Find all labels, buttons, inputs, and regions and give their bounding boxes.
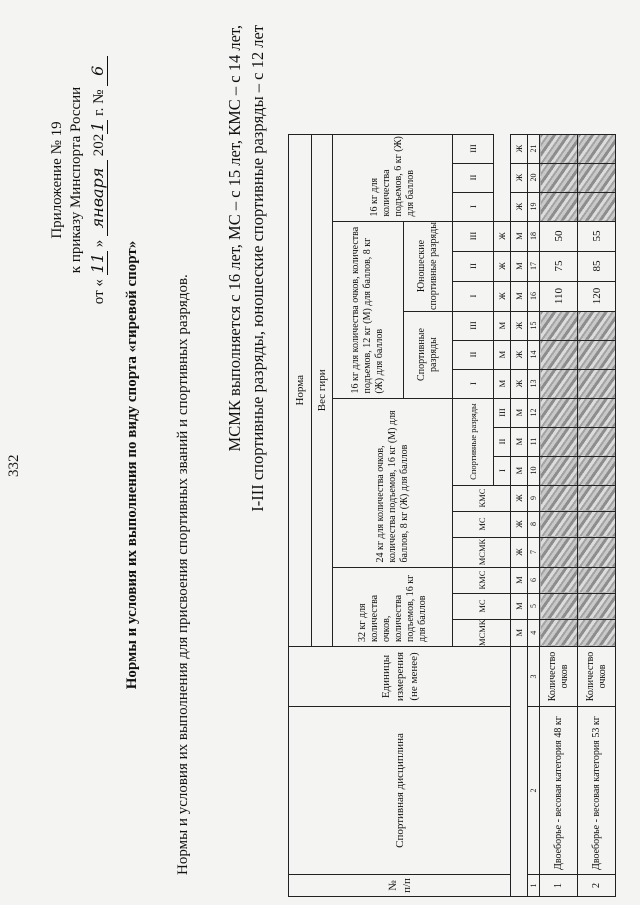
- gender-f-header: Ж: [511, 134, 528, 163]
- empty-norm-cell: [578, 619, 616, 646]
- empty-norm-cell: [540, 398, 578, 427]
- date-year-digit: 1: [88, 121, 107, 132]
- column-number: 20: [528, 163, 540, 192]
- gender-m-header: М: [494, 311, 511, 340]
- empty-norm-cell: [540, 567, 578, 593]
- col-header-number: № п/п: [289, 875, 511, 897]
- empty-norm-cell: [578, 485, 616, 511]
- group-24kg-header: 24 кг для количества очков, количества подъемов, 16 кг (М) для баллов, 8 кг (Ж) для баллов: [333, 398, 453, 567]
- document-intro: Нормы и условия их выполнения для присвоения спортивных званий и спортивных разрядов.: [175, 274, 191, 875]
- date-month: января: [88, 160, 108, 236]
- gender-f-header: Ж: [511, 369, 528, 398]
- col-header-units: Единицы измерения (не менее): [289, 647, 511, 707]
- empty-norm-cell: [540, 511, 578, 537]
- rank-ii-header-a: II: [453, 340, 494, 369]
- rank-ii-header-c: II: [453, 163, 494, 192]
- col-header-discipline: Спортивная дисциплина: [289, 707, 511, 875]
- youth-ranks-header-1: Юношеские спортивные разряды: [404, 221, 453, 311]
- table-row: [540, 134, 578, 896]
- table-row: [578, 134, 616, 896]
- rank-ii-header-d: II: [494, 427, 511, 456]
- gender-m-header: М: [511, 221, 528, 251]
- empty-norm-cell: [540, 311, 578, 340]
- column-number: 17: [528, 251, 540, 281]
- norm-value: 55: [578, 221, 616, 251]
- empty-norm-cell: [540, 619, 578, 646]
- empty-norm-cell: [540, 593, 578, 619]
- empty-norm-cell: [540, 369, 578, 398]
- group-16kg-header: 16 кг для количества очков, количества подъемов, 12 кг (М) для баллов, 8 кг (Ж) для баллов: [333, 221, 404, 398]
- kms-header-1: КМС: [453, 567, 511, 593]
- column-number: 11: [528, 427, 540, 456]
- gender-m-header: М: [511, 593, 528, 619]
- empty-gender-cell: [511, 647, 528, 897]
- gender-f-header: Ж: [511, 192, 528, 221]
- ms-header-2: МС: [453, 511, 511, 537]
- gender-m-header: М: [494, 340, 511, 369]
- gender-f-header: Ж: [511, 163, 528, 192]
- page-number: 332: [6, 454, 22, 477]
- date-year-prefix: 202: [91, 133, 107, 157]
- column-number: 10: [528, 456, 540, 485]
- gender-f-header: Ж: [494, 251, 511, 281]
- gender-f-header: Ж: [511, 485, 528, 511]
- gender-m-header: М: [511, 251, 528, 281]
- empty-norm-cell: [540, 163, 578, 192]
- column-number: 15: [528, 311, 540, 340]
- gender-m-header: М: [511, 398, 528, 427]
- gender-f-header: Ж: [511, 340, 528, 369]
- gender-m-header: М: [511, 281, 528, 311]
- column-number: 13: [528, 369, 540, 398]
- rank-i-header-d: I: [494, 456, 511, 485]
- empty-norm-cell: [540, 456, 578, 485]
- gender-m-header: М: [511, 567, 528, 593]
- date-day: 11: [88, 253, 107, 274]
- column-number: 21: [528, 134, 540, 163]
- gender-m-header: М: [511, 456, 528, 485]
- document-title: Нормы и условия их выполнения по виду спорта «гиревой спорт»: [124, 240, 140, 690]
- empty-norm-cell: [540, 537, 578, 567]
- norm-value: 110: [540, 281, 578, 311]
- rank-iii-header-b: III: [453, 221, 494, 251]
- gender-m-header: М: [511, 619, 528, 646]
- norm-value: 85: [578, 251, 616, 281]
- age-condition-1: МСМК выполняется с 16 лет, МС – с 15 лет, КМС – с 14 лет,: [225, 25, 244, 452]
- gender-f-header: Ж: [511, 311, 528, 340]
- rank-i-header-a: I: [453, 369, 494, 398]
- empty-norm-cell: [578, 537, 616, 567]
- norms-table-wrapper: [288, 134, 616, 897]
- empty-norm-cell: [540, 485, 578, 511]
- column-number: 19: [528, 192, 540, 221]
- column-number: 5: [528, 593, 540, 619]
- empty-norm-cell: [540, 427, 578, 456]
- rank-ii-header-b: II: [453, 251, 494, 281]
- sport-ranks-header-2: Спортивные разряды: [453, 398, 494, 485]
- date-prefix: от «: [91, 279, 107, 305]
- column-number: 9: [528, 485, 540, 511]
- gender-f-header: Ж: [494, 281, 511, 311]
- column-numbers-row: [528, 134, 540, 896]
- msmk-header-2: МСМК: [453, 537, 511, 567]
- gender-m-header: М: [511, 427, 528, 456]
- rank-i-header-b: I: [453, 281, 494, 311]
- appendix-date-line: [88, 15, 109, 345]
- age-condition-2: I-III спортивные разряды, юношеские спортивные разряды – с 12 лет: [248, 25, 267, 512]
- column-number: 2: [528, 707, 540, 875]
- empty-norm-cell: [540, 192, 578, 221]
- norms-table: [288, 134, 616, 897]
- column-number: 4: [528, 619, 540, 646]
- column-number: 16: [528, 281, 540, 311]
- column-number: 18: [528, 221, 540, 251]
- column-number: 6: [528, 567, 540, 593]
- column-number: 7: [528, 537, 540, 567]
- norm-header: Норма: [289, 134, 312, 646]
- gender-f-header: Ж: [511, 537, 528, 567]
- column-number: 14: [528, 340, 540, 369]
- rank-iii-header-a: III: [453, 311, 494, 340]
- empty-norm-cell: [578, 398, 616, 427]
- group-32kg-header: 32 кг для количества очков, количества подъемов, 16 кг для баллов: [333, 567, 453, 646]
- order-number: 6: [88, 56, 108, 86]
- rank-iii-header-c: III: [453, 134, 494, 163]
- empty-norm-cell: [578, 567, 616, 593]
- column-number: 12: [528, 398, 540, 427]
- empty-norm-cell: [578, 192, 616, 221]
- empty-norm-cell: [578, 456, 616, 485]
- group-16kg-youth-header: 16 кг для количества подъемов, 6 кг (Ж) для баллов: [333, 134, 453, 221]
- appendix-order-line: к приказу Минспорта России: [68, 86, 84, 274]
- column-number: 1: [528, 875, 540, 897]
- gender-m-header: М: [494, 369, 511, 398]
- kms-header-2: КМС: [453, 485, 511, 511]
- sport-ranks-header-1: Спортивные разряды: [404, 311, 453, 398]
- msmk-header-1: МСМК: [453, 619, 511, 646]
- empty-norm-cell: [578, 311, 616, 340]
- empty-norm-cell: [578, 511, 616, 537]
- row-discipline: Двоеборье - весовая категория 48 кг: [540, 707, 578, 875]
- row-units: Количество очков: [540, 647, 578, 707]
- gender-f-header: Ж: [494, 221, 511, 251]
- empty-norm-cell: [578, 369, 616, 398]
- ms-header-1: МС: [453, 593, 511, 619]
- empty-norm-cell: [540, 134, 578, 163]
- row-discipline: Двоеборье - весовая категория 53 кг: [578, 707, 616, 875]
- empty-norm-cell: [578, 163, 616, 192]
- norm-value: 50: [540, 221, 578, 251]
- gender-f-header: Ж: [511, 511, 528, 537]
- date-mid: »: [91, 239, 107, 248]
- date-suffix: г. №: [91, 89, 107, 116]
- empty-norm-cell: [578, 134, 616, 163]
- row-number: 2: [578, 875, 616, 897]
- appendix-title: Приложение № 19: [49, 121, 65, 239]
- empty-norm-cell: [540, 340, 578, 369]
- empty-norm-cell: [578, 427, 616, 456]
- empty-norm-cell: [578, 340, 616, 369]
- norm-value: 120: [578, 281, 616, 311]
- rank-iii-header-d: III: [494, 398, 511, 427]
- norm-value: 75: [540, 251, 578, 281]
- column-number: 8: [528, 511, 540, 537]
- kettlebell-weight-header: Вес гири: [312, 134, 333, 646]
- column-number: 3: [528, 647, 540, 707]
- row-units: Количество очков: [578, 647, 616, 707]
- rank-i-header-c: I: [453, 192, 494, 221]
- empty-norm-cell: [578, 593, 616, 619]
- row-number: 1: [540, 875, 578, 897]
